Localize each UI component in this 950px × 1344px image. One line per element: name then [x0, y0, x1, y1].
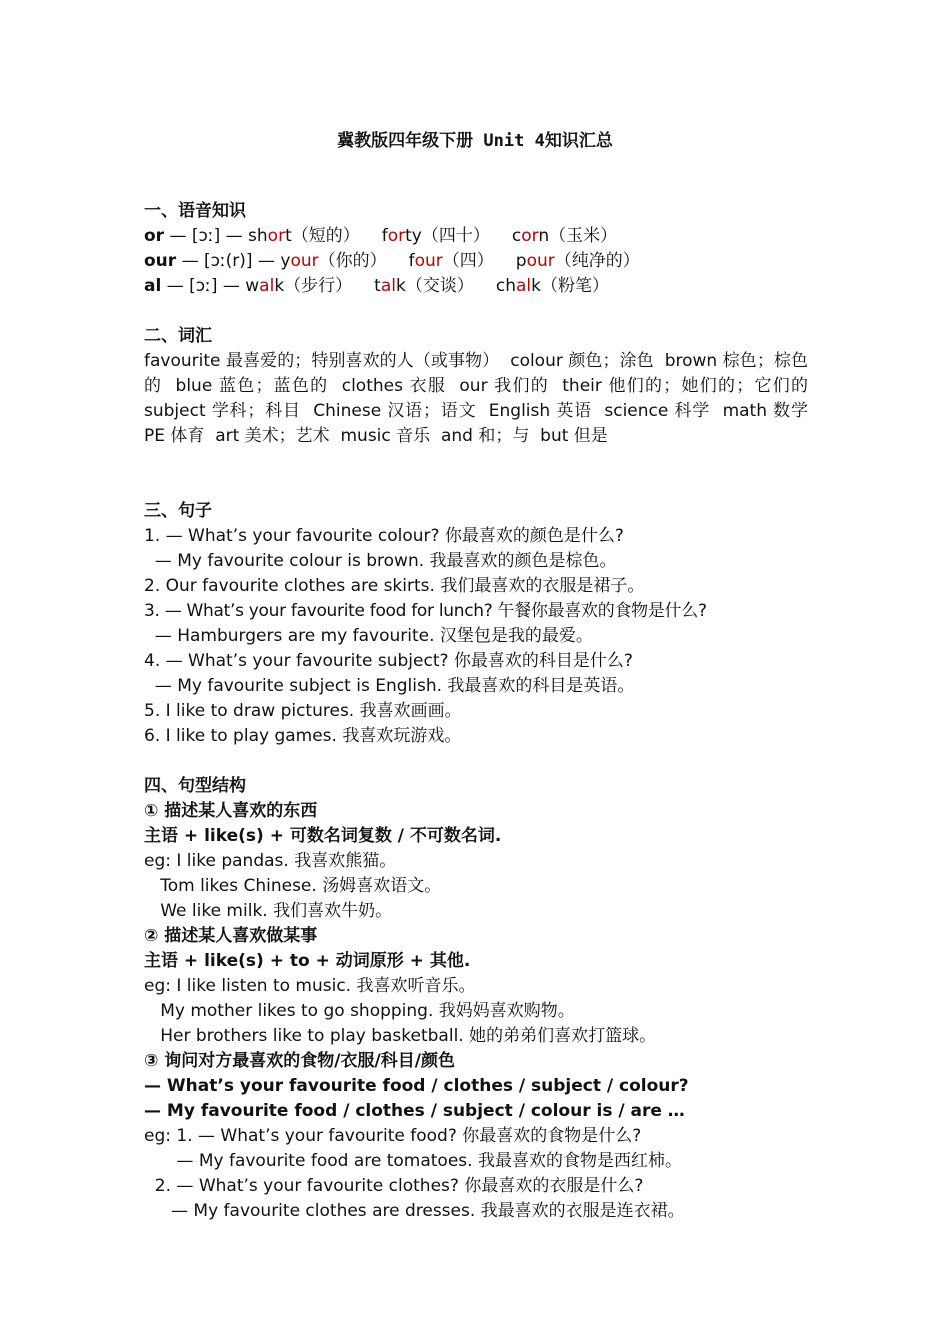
pattern-formula: 主语 + like(s) + to + 动词原形 + 其他.	[144, 951, 471, 971]
phonics-word: chalk（粉笔）	[495, 276, 609, 296]
sentence-line: 3. — What’s your favourite food for lunch? 午餐你最喜欢的食物是什么?	[144, 601, 707, 621]
phonics-word: pour（纯净的）	[515, 251, 640, 271]
document-body	[144, 199, 819, 1224]
patterns-heading: 四、句型结构	[144, 776, 246, 796]
phonics-ipa: — [ɔː] —	[164, 226, 249, 246]
phonics-word: forty（四十）	[381, 226, 490, 246]
pattern-formula: 主语 + like(s) + 可数名词复数 / 不可数名词.	[144, 826, 502, 846]
sentence-line: — My favourite colour is brown. 我最喜欢的颜色是棕色。	[144, 551, 617, 571]
phonics-key: al	[144, 276, 162, 296]
phonics-ipa: — [ɔː] —	[161, 276, 246, 296]
pattern-title: ② 描述某人喜欢做某事	[144, 926, 318, 946]
sentences-heading: 三、句子	[144, 501, 212, 521]
pattern-example: My mother likes to go shopping. 我妈妈喜欢购物。	[144, 1001, 575, 1021]
pattern-example: eg: 1. — What’s your favourite food? 你最喜欢的食物是什么?	[144, 1126, 642, 1146]
pattern-example: — My favourite food are tomatoes. 我最喜欢的食物是西红柿。	[144, 1151, 682, 1171]
phonics-ipa: — [ɔː(r)] —	[176, 251, 281, 271]
phonics-row-al	[144, 274, 808, 299]
pattern-answer: — My favourite food / clothes / subject / colour is / are …	[144, 1101, 685, 1121]
sentence-line: 6. I like to play games. 我喜欢玩游戏。	[144, 726, 462, 746]
pattern-example: — My favourite clothes are dresses. 我最喜欢的衣服是连衣裙。	[144, 1201, 685, 1221]
phonics-row-our	[144, 249, 808, 274]
sentence-line: 5. I like to draw pictures. 我喜欢画画。	[144, 701, 462, 721]
pattern-example: 2. — What’s your favourite clothes? 你最喜欢的衣服是什么?	[144, 1176, 644, 1196]
phonics-word: four（四）	[408, 251, 494, 271]
sentence-line: 1. — What’s your favourite colour? 你最喜欢的颜色是什么?	[144, 526, 624, 546]
vocab-paragraph: favourite 最喜爱的；特别喜欢的人（或事物） colour 颜色；涂色 brown 棕色；棕色的 blue 蓝色；蓝色的 clothes 衣服 our 我们的 their 他们的；她们的；它们的 subject 学科；科目 Chinese 汉语；语文 English 英语 science 科学 math 数学 PE 体育 art 美术；艺术 music 音乐 and 和；与 but 但是	[144, 351, 819, 446]
vocab-heading: 二、词汇	[144, 326, 212, 346]
sentence-line: — Hamburgers are my favourite. 汉堡包是我的最爱。	[144, 626, 593, 646]
phonics-word: talk（交谈）	[374, 276, 474, 296]
pattern-example: eg: I like listen to music. 我喜欢听音乐。	[144, 976, 476, 996]
pattern-example: We like milk. 我们喜欢牛奶。	[144, 901, 393, 921]
phonics-word: corn（玉米）	[511, 226, 618, 246]
phonics-word: your（你的）	[280, 251, 387, 271]
phonics-row-or	[144, 224, 808, 249]
phonics-heading: 一、语音知识	[144, 201, 246, 221]
pattern-title: ③ 询问对方最喜欢的食物/衣服/科目/颜色	[144, 1051, 455, 1071]
phonics-key: our	[144, 251, 177, 271]
document-title: 冀教版四年级下册 Unit 4知识汇总	[337, 131, 613, 151]
pattern-example: Her brothers like to play basketball. 她的弟弟们喜欢打篮球。	[144, 1026, 657, 1046]
phonics-word: walk（步行）	[245, 276, 353, 296]
pattern-example: eg: I like pandas. 我喜欢熊猫。	[144, 851, 397, 871]
pattern-example: Tom likes Chinese. 汤姆喜欢语文。	[144, 876, 442, 896]
pattern-title: ① 描述某人喜欢的东西	[144, 801, 318, 821]
sentence-line: — My favourite subject is English. 我最喜欢的科目是英语。	[144, 676, 635, 696]
sentence-line: 2. Our favourite clothes are skirts. 我们最喜欢的衣服是裙子。	[144, 576, 645, 596]
pattern-question: — What’s your favourite food / clothes / subject / colour?	[144, 1076, 689, 1096]
sentence-line: 4. — What’s your favourite subject? 你最喜欢的科目是什么?	[144, 651, 633, 671]
phonics-word: short（短的）	[248, 226, 360, 246]
phonics-key: or	[144, 226, 165, 246]
